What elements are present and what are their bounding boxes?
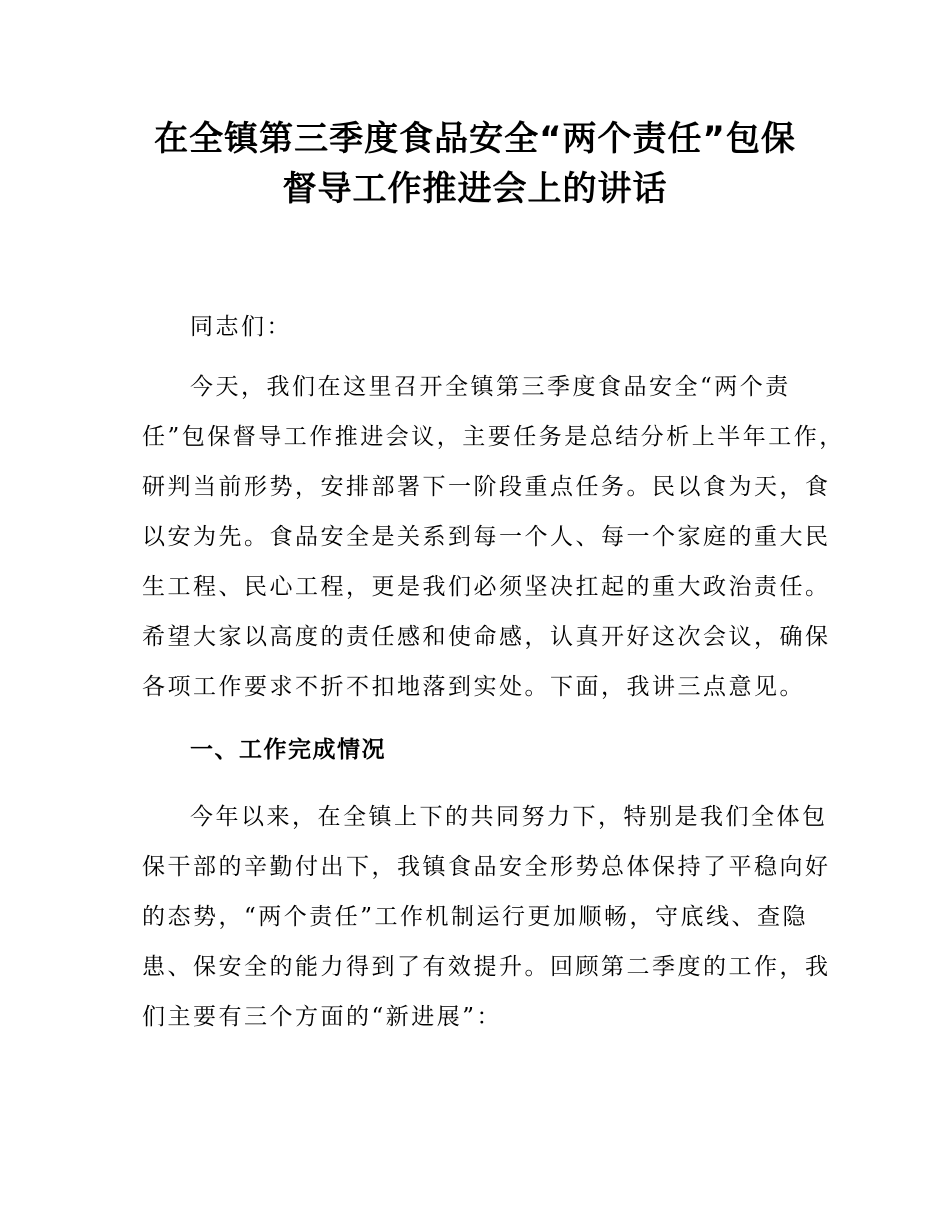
paragraph-line: 各项工作要求不折不扣地落到实处。下面，我讲三点意见。 xyxy=(142,674,805,700)
section-heading-work-completion: 一、工作完成情况 xyxy=(190,737,386,763)
paragraph-line: 保干部的辛勤付出下，我镇食品安全形势总体保持了平稳向好 xyxy=(142,854,831,880)
paragraph-line: 今天，我们在这里召开全镇第三季度食品安全“两个责 xyxy=(190,374,791,400)
paragraph-line: 希望大家以高度的责任感和使命感，认真开好这次会议，确保 xyxy=(142,624,831,650)
paragraph-line: 的态势，“两个责任”工作机制运行更加顺畅，守底线、查隐 xyxy=(142,904,809,930)
paragraph-line: 任”包保督导工作推进会议，主要任务是总结分析上半年工作， xyxy=(142,424,845,450)
paragraph-line: 生工程、民心工程，更是我们必须坚决扛起的重大政治责任。 xyxy=(142,574,831,600)
paragraph-progress xyxy=(142,792,832,1042)
paragraph-line: 研判当前形势，安排部署下一阶段重点任务。民以食为天，食 xyxy=(142,474,831,500)
salutation-text: 同志们： xyxy=(190,314,292,340)
paragraph-line: 今年以来，在全镇上下的共同努力下，特别是我们全体包 xyxy=(190,804,828,830)
paragraph-line: 们主要有三个方面的“新进展”： xyxy=(142,1004,503,1030)
paragraph-line: 患、保安全的能力得到了有效提升。回顾第二季度的工作，我 xyxy=(142,954,831,980)
document-title-line-1: 在全镇第三季度食品安全“两个责任”包保 xyxy=(154,119,796,159)
paragraph-opening xyxy=(142,362,845,712)
salutation xyxy=(142,302,832,352)
paragraph-line: 以安为先。食品安全是关系到每一个人、每一个家庭的重大民 xyxy=(142,524,831,550)
document-title-line-2: 督导工作推进会上的讲话 xyxy=(282,169,668,209)
